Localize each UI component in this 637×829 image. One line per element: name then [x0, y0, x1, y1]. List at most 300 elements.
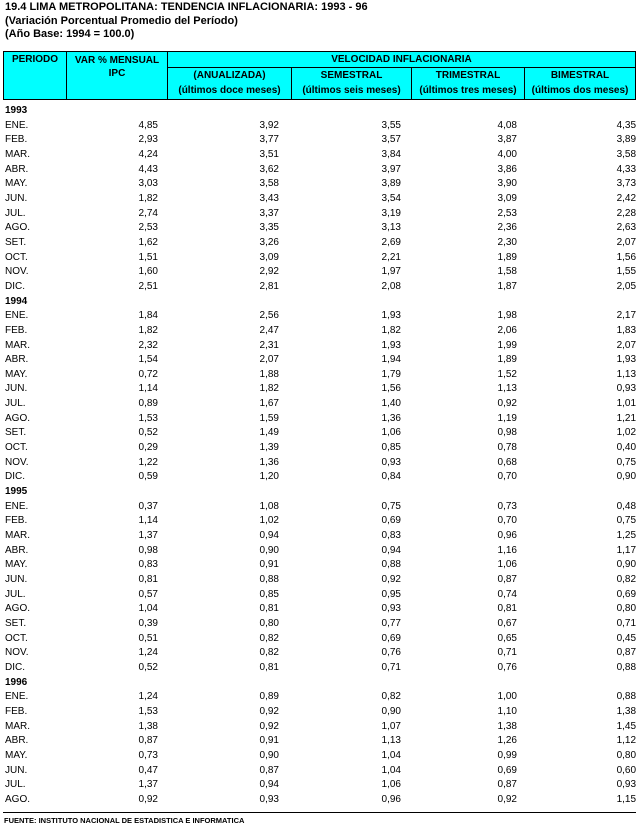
semestral-cell: 0,75 — [381, 500, 401, 512]
month-cell: ENE. — [5, 500, 29, 512]
trimestral-cell: 0,73 — [497, 500, 517, 512]
var-mensual-cell: 2,74 — [138, 207, 158, 219]
header-var-line2: IPC — [108, 68, 126, 79]
anualizada-cell: 2,81 — [259, 280, 279, 292]
table-row — [3, 720, 636, 735]
semestral-cell: 3,84 — [381, 148, 401, 160]
semestral-cell: 3,57 — [381, 134, 401, 146]
month-cell: ABR. — [5, 354, 29, 366]
semestral-cell: 1,36 — [381, 412, 401, 424]
var-mensual-cell: 2,32 — [138, 339, 158, 351]
semestral-cell: 3,19 — [381, 207, 401, 219]
month-cell: MAY. — [5, 178, 28, 190]
bimestral-cell: 3,89 — [616, 134, 637, 146]
month-cell: MAY. — [5, 559, 28, 571]
anualizada-cell: 0,92 — [259, 705, 279, 717]
year-row-1994 — [3, 295, 636, 310]
month-cell: OCT. — [5, 251, 28, 263]
bimestral-cell: 0,90 — [616, 559, 637, 571]
table-row — [3, 251, 636, 266]
month-cell: ENE. — [5, 691, 29, 703]
anualizada-cell: 3,62 — [259, 163, 279, 175]
anualizada-cell: 2,92 — [259, 266, 279, 278]
table-row — [3, 265, 636, 280]
bimestral-cell: 0,48 — [616, 500, 637, 512]
year-row-1993 — [3, 104, 636, 119]
table-row — [3, 749, 636, 764]
table-row — [3, 221, 636, 236]
trimestral-cell: 1,00 — [497, 691, 517, 703]
table-row — [3, 353, 636, 368]
trimestral-cell: 1,38 — [497, 720, 517, 732]
trimestral-cell: 0,87 — [497, 574, 517, 585]
trimestral-cell: 0,65 — [497, 632, 517, 644]
month-cell: JUL. — [5, 779, 26, 791]
bimestral-cell: 2,17 — [616, 310, 637, 322]
table-row — [3, 734, 636, 749]
trimestral-cell: 3,86 — [497, 163, 517, 175]
semestral-cell: 0,96 — [381, 793, 401, 805]
var-mensual-cell: 1,14 — [138, 515, 158, 527]
month-cell: JUL. — [5, 398, 26, 410]
trimestral-cell: 1,89 — [497, 354, 517, 366]
table-row — [3, 133, 636, 148]
anualizada-cell: 0,91 — [259, 735, 279, 747]
semestral-cell: 0,88 — [381, 559, 401, 571]
bimestral-cell: 1,17 — [616, 544, 637, 556]
var-mensual-cell: 1,04 — [138, 603, 158, 615]
semestral-cell: 3,89 — [381, 178, 401, 190]
month-cell: ABR. — [5, 544, 29, 556]
var-mensual-cell: 1,37 — [138, 779, 158, 791]
anualizada-cell: 1,08 — [259, 500, 279, 512]
trimestral-cell: 0,76 — [497, 661, 517, 673]
table-row — [3, 793, 636, 808]
var-mensual-cell: 0,92 — [138, 793, 158, 805]
anualizada-cell: 0,87 — [259, 764, 279, 776]
month-cell: ENE. — [5, 310, 29, 322]
bimestral-cell: 0,93 — [616, 383, 637, 395]
bimestral-cell: 1,13 — [616, 368, 637, 380]
table-row — [3, 558, 636, 573]
anualizada-cell: 0,90 — [259, 544, 279, 556]
bimestral-cell: 0,82 — [616, 574, 637, 585]
semestral-cell: 3,97 — [381, 163, 401, 175]
anualizada-cell: 3,77 — [259, 134, 279, 146]
trimestral-cell: 1,52 — [497, 368, 517, 380]
semestral-cell: 0,92 — [381, 574, 401, 585]
anualizada-cell: 1,88 — [259, 368, 279, 380]
month-cell: MAY. — [5, 368, 28, 380]
header-col-sub: (últimos dos meses) — [531, 85, 629, 96]
semestral-cell: 0,69 — [381, 632, 401, 644]
base-year-note: (Año Base: 1994 = 100.0) — [5, 28, 135, 40]
semestral-cell: 0,71 — [381, 661, 401, 673]
trimestral-cell: 3,87 — [497, 134, 517, 146]
table-row — [3, 207, 636, 222]
inflation-table — [3, 104, 636, 808]
month-cell: JUN. — [5, 574, 28, 585]
trimestral-cell: 1,26 — [497, 735, 517, 747]
anualizada-cell: 1,59 — [259, 412, 279, 424]
var-mensual-cell: 1,53 — [138, 412, 158, 424]
anualizada-cell: 3,51 — [259, 148, 279, 160]
semestral-cell: 0,93 — [381, 456, 401, 468]
trimestral-cell: 0,78 — [497, 442, 517, 454]
table-row — [3, 412, 636, 427]
trimestral-cell: 2,53 — [497, 207, 517, 219]
semestral-cell: 3,54 — [381, 192, 401, 204]
bimestral-cell: 3,73 — [616, 178, 637, 190]
var-mensual-cell: 2,93 — [138, 134, 158, 146]
month-cell: ENE. — [5, 119, 29, 131]
month-cell: MAR. — [5, 530, 30, 542]
semestral-cell: 2,21 — [381, 251, 401, 263]
bimestral-cell: 2,42 — [616, 192, 637, 204]
bimestral-cell: 0,71 — [616, 617, 637, 629]
table-row — [3, 397, 636, 412]
table-row — [3, 280, 636, 295]
var-mensual-cell: 2,53 — [138, 222, 158, 234]
header-velocidad: VELOCIDAD INFLACIONARIA — [167, 51, 636, 68]
trimestral-cell: 0,71 — [497, 647, 517, 659]
anualizada-cell: 0,88 — [259, 574, 279, 585]
table-title: 19.4 LIMA METROPOLITANA: TENDENCIA INFLACIONARIA: 1993 - 96 — [5, 1, 368, 13]
month-cell: FEB. — [5, 134, 28, 146]
table-row — [3, 470, 636, 485]
month-cell: FEB. — [5, 515, 28, 527]
table-header — [3, 51, 636, 100]
var-mensual-cell: 0,37 — [138, 500, 158, 512]
var-mensual-cell: 3,03 — [138, 178, 158, 190]
trimestral-cell: 1,87 — [497, 280, 517, 292]
table-row — [3, 192, 636, 207]
trimestral-cell: 1,58 — [497, 266, 517, 278]
year-label: 1993 — [5, 105, 28, 116]
anualizada-cell: 3,43 — [259, 192, 279, 204]
anualizada-cell: 0,81 — [259, 603, 279, 615]
semestral-cell: 0,76 — [381, 647, 401, 659]
var-mensual-cell: 4,85 — [138, 119, 158, 131]
bimestral-cell: 1,21 — [616, 412, 637, 424]
bimestral-cell: 2,28 — [616, 207, 637, 219]
table-row — [3, 500, 636, 515]
header-col-sub: (últimos doce meses) — [178, 85, 281, 96]
table-bottom-rule — [3, 812, 636, 813]
anualizada-cell: 3,35 — [259, 222, 279, 234]
table-row — [3, 309, 636, 324]
trimestral-cell: 1,89 — [497, 251, 517, 263]
var-mensual-cell: 1,37 — [138, 530, 158, 542]
year-row-1996 — [3, 676, 636, 691]
bimestral-cell: 1,38 — [616, 705, 637, 717]
table-row — [3, 632, 636, 647]
semestral-cell: 1,82 — [381, 324, 401, 336]
trimestral-cell: 3,90 — [497, 178, 517, 190]
trimestral-cell: 0,70 — [497, 515, 517, 527]
var-mensual-cell: 1,22 — [138, 456, 158, 468]
month-cell: JUN. — [5, 383, 28, 395]
month-cell: FEB. — [5, 324, 28, 336]
anualizada-cell: 0,82 — [259, 632, 279, 644]
table-row — [3, 764, 636, 779]
semestral-cell: 1,93 — [381, 339, 401, 351]
title-block — [5, 1, 368, 42]
table-row — [3, 646, 636, 661]
semestral-cell: 1,56 — [381, 383, 401, 395]
semestral-cell: 2,69 — [381, 236, 401, 248]
semestral-cell: 1,40 — [381, 398, 401, 410]
header-col-name: SEMESTRAL — [320, 70, 383, 81]
anualizada-cell: 1,82 — [259, 383, 279, 395]
table-row — [3, 690, 636, 705]
var-mensual-cell: 0,59 — [138, 471, 158, 483]
month-cell: JUN. — [5, 192, 28, 204]
header-col-trimestral — [411, 67, 525, 100]
var-mensual-cell: 1,24 — [138, 647, 158, 659]
header-periodo: PERIODO — [3, 51, 67, 100]
table-row — [3, 778, 636, 793]
table-row — [3, 661, 636, 676]
semestral-cell: 0,77 — [381, 617, 401, 629]
semestral-cell: 1,07 — [381, 720, 401, 732]
anualizada-cell: 0,93 — [259, 793, 279, 805]
semestral-cell: 3,13 — [381, 222, 401, 234]
trimestral-cell: 0,96 — [497, 530, 517, 542]
anualizada-cell: 1,02 — [259, 515, 279, 527]
table-row — [3, 588, 636, 603]
bimestral-cell: 1,25 — [616, 530, 637, 542]
month-cell: ABR. — [5, 163, 29, 175]
semestral-cell: 0,93 — [381, 603, 401, 615]
semestral-cell: 1,06 — [381, 779, 401, 791]
semestral-cell: 1,13 — [381, 735, 401, 747]
trimestral-cell: 0,99 — [497, 749, 517, 761]
var-mensual-cell: 1,54 — [138, 354, 158, 366]
month-cell: NOV. — [5, 456, 29, 468]
header-col-anualizada — [167, 67, 292, 100]
bimestral-cell: 2,07 — [616, 339, 637, 351]
anualizada-cell: 0,90 — [259, 749, 279, 761]
table-row — [3, 382, 636, 397]
month-cell: AGO. — [5, 412, 31, 424]
bimestral-cell: 0,93 — [616, 779, 637, 791]
var-mensual-cell: 1,51 — [138, 251, 158, 263]
anualizada-cell: 2,31 — [259, 339, 279, 351]
bimestral-cell: 0,88 — [616, 661, 637, 673]
anualizada-cell: 2,56 — [259, 310, 279, 322]
bimestral-cell: 0,75 — [616, 515, 637, 527]
var-mensual-cell: 0,87 — [138, 735, 158, 747]
var-mensual-cell: 1,24 — [138, 691, 158, 703]
month-cell: DIC. — [5, 471, 25, 483]
var-mensual-cell: 1,38 — [138, 720, 158, 732]
semestral-cell: 0,95 — [381, 588, 401, 600]
semestral-cell: 0,69 — [381, 515, 401, 527]
month-cell: NOV. — [5, 647, 29, 659]
month-cell: MAR. — [5, 148, 30, 160]
semestral-cell: 0,82 — [381, 691, 401, 703]
trimestral-cell: 4,08 — [497, 119, 517, 131]
anualizada-cell: 3,92 — [259, 119, 279, 131]
trimestral-cell: 1,98 — [497, 310, 517, 322]
trimestral-cell: 0,92 — [497, 793, 517, 805]
month-cell: MAR. — [5, 339, 30, 351]
anualizada-cell: 2,47 — [259, 324, 279, 336]
table-row — [3, 602, 636, 617]
trimestral-cell: 1,13 — [497, 383, 517, 395]
month-cell: AGO. — [5, 793, 31, 805]
table-row — [3, 529, 636, 544]
table-row — [3, 544, 636, 559]
bimestral-cell: 3,58 — [616, 148, 637, 160]
trimestral-cell: 0,92 — [497, 398, 517, 410]
semestral-cell: 0,94 — [381, 544, 401, 556]
semestral-cell: 1,04 — [381, 764, 401, 776]
anualizada-cell: 0,80 — [259, 617, 279, 629]
source-footer: FUENTE: INSTITUTO NACIONAL DE ESTADISTICA E INFORMATICA — [4, 816, 245, 825]
semestral-cell: 2,08 — [381, 280, 401, 292]
table-row — [3, 441, 636, 456]
var-mensual-cell: 0,89 — [138, 398, 158, 410]
bimestral-cell: 4,35 — [616, 119, 637, 131]
var-mensual-cell: 1,53 — [138, 705, 158, 717]
table-row — [3, 456, 636, 471]
anualizada-cell: 0,91 — [259, 559, 279, 571]
semestral-cell: 1,93 — [381, 310, 401, 322]
semestral-cell: 0,84 — [381, 471, 401, 483]
trimestral-cell: 0,67 — [497, 617, 517, 629]
month-cell: SET. — [5, 236, 27, 248]
var-mensual-cell: 0,72 — [138, 368, 158, 380]
semestral-cell: 1,97 — [381, 266, 401, 278]
var-mensual-cell: 4,24 — [138, 148, 158, 160]
year-label: 1995 — [5, 486, 28, 498]
var-mensual-cell: 0,47 — [138, 764, 158, 776]
table-row — [3, 426, 636, 441]
bimestral-cell: 0,88 — [616, 691, 637, 703]
bimestral-cell: 0,90 — [616, 471, 637, 483]
header-col-semestral — [291, 67, 412, 100]
bimestral-cell: 1,55 — [616, 266, 637, 278]
month-cell: DIC. — [5, 280, 25, 292]
bimestral-cell: 1,02 — [616, 427, 637, 439]
bimestral-cell: 2,05 — [616, 280, 637, 292]
var-mensual-cell: 0,51 — [138, 632, 158, 644]
var-mensual-cell: 0,52 — [138, 427, 158, 439]
trimestral-cell: 4,00 — [497, 148, 517, 160]
semestral-cell: 3,55 — [381, 119, 401, 131]
bimestral-cell: 1,56 — [616, 251, 637, 263]
trimestral-cell: 2,06 — [497, 324, 517, 336]
bimestral-cell: 0,80 — [616, 749, 637, 761]
anualizada-cell: 3,26 — [259, 236, 279, 248]
trimestral-cell: 1,10 — [497, 705, 517, 717]
trimestral-cell: 1,99 — [497, 339, 517, 351]
bimestral-cell: 0,87 — [616, 647, 637, 659]
table-row — [3, 324, 636, 339]
var-mensual-cell: 0,29 — [138, 442, 158, 454]
semestral-cell: 0,83 — [381, 530, 401, 542]
table-row — [3, 339, 636, 354]
trimestral-cell: 0,81 — [497, 603, 517, 615]
bimestral-cell: 1,45 — [616, 720, 637, 732]
trimestral-cell: 2,36 — [497, 222, 517, 234]
month-cell: SET. — [5, 427, 27, 439]
month-cell: ABR. — [5, 735, 29, 747]
var-mensual-cell: 1,82 — [138, 324, 158, 336]
month-cell: MAR. — [5, 720, 30, 732]
var-mensual-cell: 1,62 — [138, 236, 158, 248]
var-mensual-cell: 0,39 — [138, 617, 158, 629]
month-cell: SET. — [5, 617, 27, 629]
trimestral-cell: 1,16 — [497, 544, 517, 556]
month-cell: JUL. — [5, 588, 26, 600]
var-mensual-cell: 0,81 — [138, 574, 158, 585]
table-row — [3, 163, 636, 178]
trimestral-cell: 1,19 — [497, 412, 517, 424]
semestral-cell: 0,85 — [381, 442, 401, 454]
anualizada-cell: 1,67 — [259, 398, 279, 410]
trimestral-cell: 0,69 — [497, 764, 517, 776]
header-col-name: TRIMESTRAL — [435, 70, 501, 81]
month-cell: OCT. — [5, 442, 28, 454]
var-mensual-cell: 0,98 — [138, 544, 158, 556]
bimestral-cell: 0,40 — [616, 442, 637, 454]
bimestral-cell: 1,12 — [616, 735, 637, 747]
bimestral-cell: 1,15 — [616, 793, 637, 805]
header-col-sub: (últimos seis meses) — [302, 85, 401, 96]
anualizada-cell: 2,07 — [259, 354, 279, 366]
anualizada-cell: 3,09 — [259, 251, 279, 263]
month-cell: MAY. — [5, 749, 28, 761]
header-col-bimestral — [524, 67, 636, 100]
trimestral-cell: 0,98 — [497, 427, 517, 439]
anualizada-cell: 3,58 — [259, 178, 279, 190]
table-row — [3, 514, 636, 529]
bimestral-cell: 2,07 — [616, 236, 637, 248]
var-mensual-cell: 2,51 — [138, 280, 158, 292]
semestral-cell: 1,79 — [381, 368, 401, 380]
trimestral-cell: 3,09 — [497, 192, 517, 204]
var-mensual-cell: 1,84 — [138, 310, 158, 322]
anualizada-cell: 0,94 — [259, 530, 279, 542]
semestral-cell: 1,04 — [381, 749, 401, 761]
table-row — [3, 368, 636, 383]
anualizada-cell: 1,20 — [259, 471, 279, 483]
anualizada-cell: 0,92 — [259, 720, 279, 732]
trimestral-cell: 0,87 — [497, 779, 517, 791]
semestral-cell: 1,06 — [381, 427, 401, 439]
table-row — [3, 177, 636, 192]
anualizada-cell: 3,37 — [259, 207, 279, 219]
header-col-name: BIMESTRAL — [550, 70, 610, 81]
bimestral-cell: 2,63 — [616, 222, 637, 234]
table-row — [3, 705, 636, 720]
year-row-1995 — [3, 485, 636, 500]
bimestral-cell: 0,60 — [616, 764, 637, 776]
semestral-cell: 1,94 — [381, 354, 401, 366]
trimestral-cell: 0,68 — [497, 456, 517, 468]
bimestral-cell: 4,33 — [616, 163, 637, 175]
bimestral-cell: 0,80 — [616, 603, 637, 615]
table-subtitle: (Variación Porcentual Promedio del Período) — [5, 14, 238, 27]
semestral-cell: 0,90 — [381, 705, 401, 717]
var-mensual-cell: 0,73 — [138, 749, 158, 761]
table-row — [3, 119, 636, 134]
bimestral-cell: 1,93 — [616, 354, 637, 366]
bimestral-cell: 0,75 — [616, 456, 637, 468]
